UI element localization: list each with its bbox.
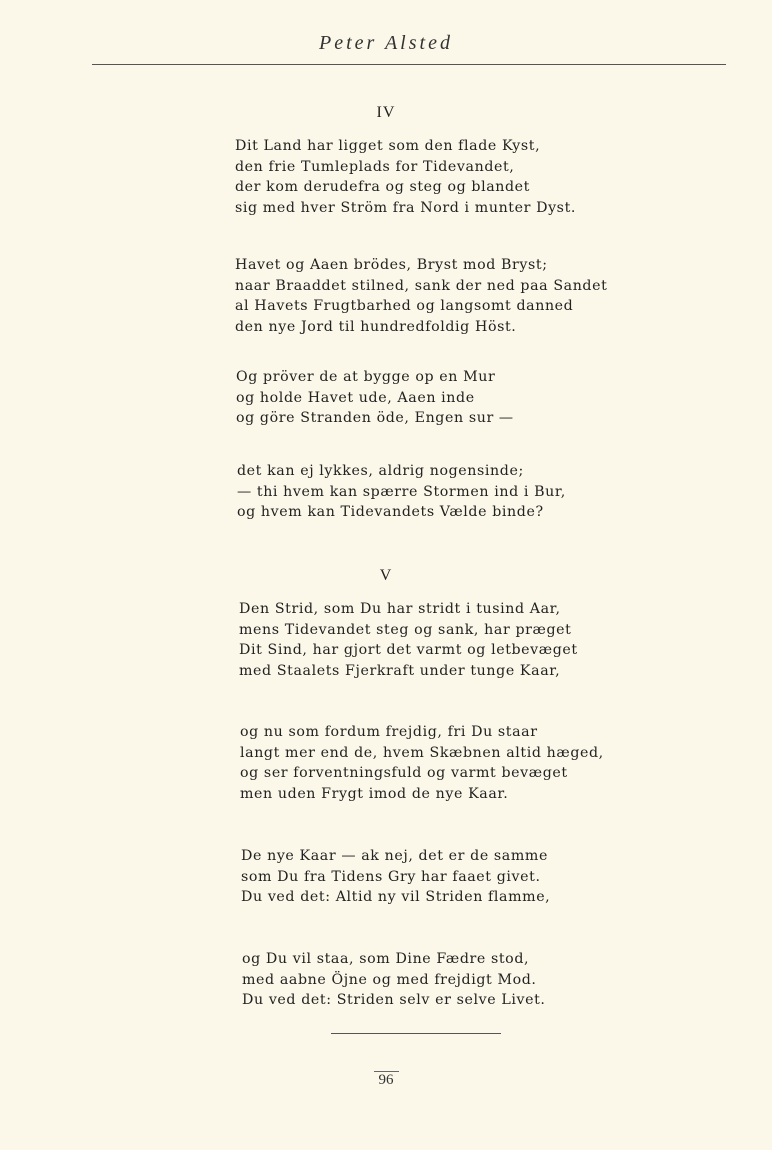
poem-line: og ser forventningsfuld og varmt bevæget bbox=[240, 765, 568, 781]
poem-line: Dit Land har ligget som den flade Kyst, bbox=[235, 138, 541, 154]
poem-line: og göre Stranden öde, Engen sur — bbox=[236, 410, 514, 426]
stanza-v-3 bbox=[241, 846, 550, 908]
poem-line: der kom derudefra og steg og blandet bbox=[235, 179, 530, 195]
poem-line: den nye Jord til hundredfoldig Höst. bbox=[235, 318, 517, 335]
stanza-iv-2 bbox=[235, 255, 607, 337]
poem-line: Dit Sind, har gjort det varmt og letbevæget bbox=[239, 642, 578, 658]
poem-line: men uden Frygt imod de nye Kaar. bbox=[240, 785, 509, 802]
poem-line: Den Strid, som Du har stridt i tusind Aar, bbox=[239, 601, 561, 617]
poem-line: Og pröver de at bygge op en Mur bbox=[236, 369, 496, 385]
poem-line: Du ved det: Altid ny vil Striden flamme, bbox=[241, 889, 551, 905]
stanza-v-1 bbox=[239, 599, 578, 681]
poem-line: med Staalets Fjerkraft under tunge Kaar, bbox=[239, 662, 561, 679]
poem-line: den frie Tumleplads for Tidevandet, bbox=[235, 158, 515, 175]
page-number-text: 96 bbox=[374, 1071, 399, 1088]
closing-rule bbox=[331, 1033, 501, 1034]
running-head: Peter Alsted bbox=[319, 32, 453, 54]
section-numeral-v: V bbox=[379, 567, 393, 584]
stanza-iv-1 bbox=[235, 136, 576, 218]
poem-line: al Havets Frugtbarhed og langsomt danned bbox=[235, 298, 574, 314]
stanza-iv-4 bbox=[237, 461, 566, 523]
poem-line: Havet og Aaen brödes, Bryst mod Bryst; bbox=[235, 257, 548, 273]
poem-line: og nu som fordum frejdig, fri Du staar bbox=[240, 724, 538, 740]
poem-line: naar Braaddet stilned, sank der ned paa Sandet bbox=[235, 277, 608, 294]
stanza-v-2 bbox=[240, 722, 604, 804]
poem-line: langt mer end de, hvem Skæbnen altid hæged, bbox=[240, 744, 604, 761]
poem-line: Du ved det: Striden selv er selve Livet. bbox=[242, 992, 546, 1008]
section-numeral-iv: IV bbox=[376, 104, 396, 121]
stanza-iv-3 bbox=[236, 367, 514, 429]
poem-line: det kan ej lykkes, aldrig nogensinde; bbox=[237, 463, 524, 479]
poem-line: — thi hvem kan spærre Stormen ind i Bur, bbox=[237, 483, 566, 500]
stanza-v-4 bbox=[242, 949, 546, 1011]
poem-line: De nye Kaar — ak nej, det er de samme bbox=[241, 848, 548, 864]
poem-line: og Du vil staa, som Dine Fædre stod, bbox=[242, 951, 530, 967]
header-rule bbox=[92, 64, 726, 65]
poem-line: og holde Havet ude, Aaen inde bbox=[236, 389, 475, 406]
poem-line: mens Tidevandet steg og sank, har præget bbox=[239, 621, 572, 638]
poem-line: med aabne Öjne og med frejdigt Mod. bbox=[242, 971, 537, 988]
poem-line: og hvem kan Tidevandets Vælde binde? bbox=[237, 504, 544, 520]
poem-line: sig med hver Ström fra Nord i munter Dyst. bbox=[235, 199, 576, 216]
poem-line: som Du fra Tidens Gry har faaet givet. bbox=[241, 868, 541, 885]
page-number bbox=[0, 1072, 772, 1089]
